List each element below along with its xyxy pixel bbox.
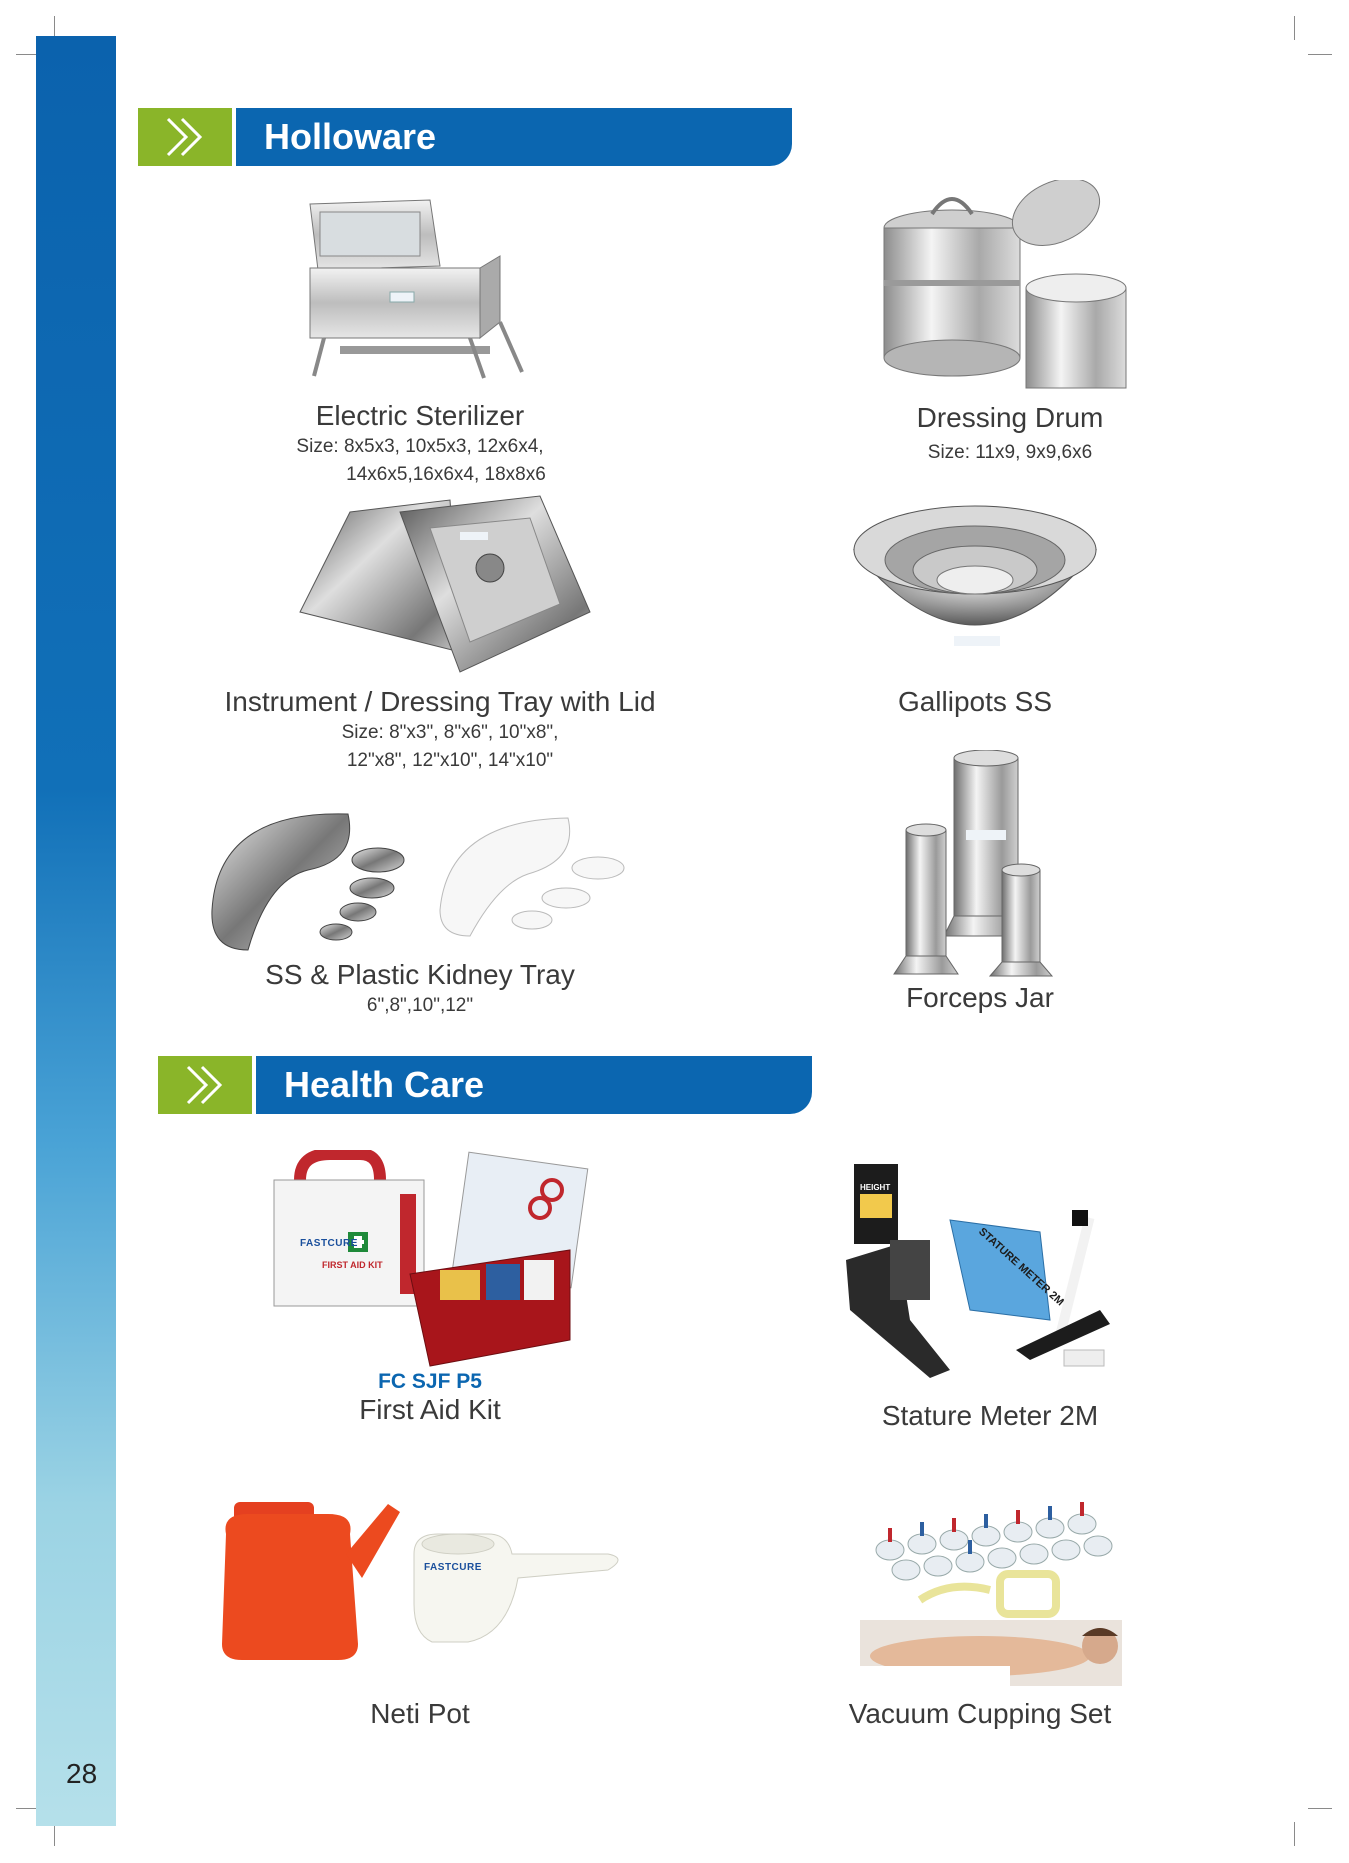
stature-meter-device-text: STATURE METER 2M xyxy=(976,1225,1067,1309)
product-name: Dressing Drum xyxy=(916,402,1104,433)
product-name: Stature Meter 2M xyxy=(881,1400,1099,1431)
product-name: First Aid Kit xyxy=(359,1394,501,1425)
product-code: FC SJF P5 xyxy=(378,1370,482,1393)
product-name: Vacuum Cupping Set xyxy=(848,1698,1112,1729)
product-dressing-drum xyxy=(880,402,1140,434)
double-chevron-icon xyxy=(138,108,232,166)
stature-meter-image xyxy=(840,1160,1120,1380)
section-header-health-care xyxy=(158,1056,812,1114)
electric-sterilizer-image xyxy=(300,196,532,396)
gallipots-image xyxy=(850,500,1100,680)
product-name: SS & Plastic Kidney Tray xyxy=(265,959,575,990)
double-chevron-icon xyxy=(158,1056,252,1114)
brand-logo: FASTCURE xyxy=(424,1562,482,1573)
product-instrument-tray xyxy=(220,686,660,718)
product-size: 12"x8", 12"x10", 14"x10" xyxy=(346,750,554,771)
product-size: Size: 8x5x3, 10x5x3, 12x6x4, xyxy=(296,436,544,457)
forceps-jar-image xyxy=(888,750,1068,980)
product-size: Size: 11x9, 9x9,6x6 xyxy=(927,442,1093,463)
crop-mark xyxy=(1308,54,1332,55)
product-kidney-tray xyxy=(230,959,610,991)
crop-mark xyxy=(1308,1808,1332,1809)
product-electric-sterilizer xyxy=(270,400,570,432)
product-stature-meter xyxy=(850,1400,1130,1432)
product-name: Electric Sterilizer xyxy=(315,400,525,431)
product-size: 6",8",10",12" xyxy=(366,995,474,1016)
dressing-drum-image xyxy=(880,180,1140,400)
section-header-holloware xyxy=(138,108,792,166)
product-gallipots xyxy=(850,686,1100,718)
product-vacuum-cupping-set xyxy=(820,1698,1140,1730)
neti-pot-image xyxy=(218,1494,628,1664)
product-name: Neti Pot xyxy=(370,1698,470,1729)
crop-mark xyxy=(1294,1822,1295,1846)
product-forceps-jar xyxy=(860,982,1100,1014)
sidebar-gradient-strip xyxy=(36,36,116,1826)
section-title: Health Care xyxy=(256,1056,812,1114)
page-number: 28 xyxy=(66,1758,98,1789)
crop-mark xyxy=(1294,16,1295,40)
product-first-aid-kit xyxy=(290,1370,570,1426)
brand-logo: FASTCURE xyxy=(300,1238,358,1249)
first-aid-kit-box-text: FIRST AID KIT xyxy=(322,1260,383,1270)
first-aid-kit-image xyxy=(270,1150,590,1380)
stature-height-label: HEIGHT xyxy=(860,1183,891,1192)
product-name: Gallipots SS xyxy=(897,686,1053,717)
product-neti-pot xyxy=(300,1698,540,1730)
product-size: 14x6x5,16x6x4, 18x8x6 xyxy=(346,464,546,485)
vacuum-cupping-set-image xyxy=(850,1470,1130,1690)
product-name: Forceps Jar xyxy=(906,982,1054,1013)
product-name: Instrument / Dressing Tray with Lid xyxy=(224,686,656,717)
kidney-tray-image xyxy=(208,800,628,960)
section-title: Holloware xyxy=(236,108,792,166)
product-size: Size: 8"x3", 8"x6", 10"x8", xyxy=(341,722,559,743)
instrument-tray-image xyxy=(290,492,600,682)
